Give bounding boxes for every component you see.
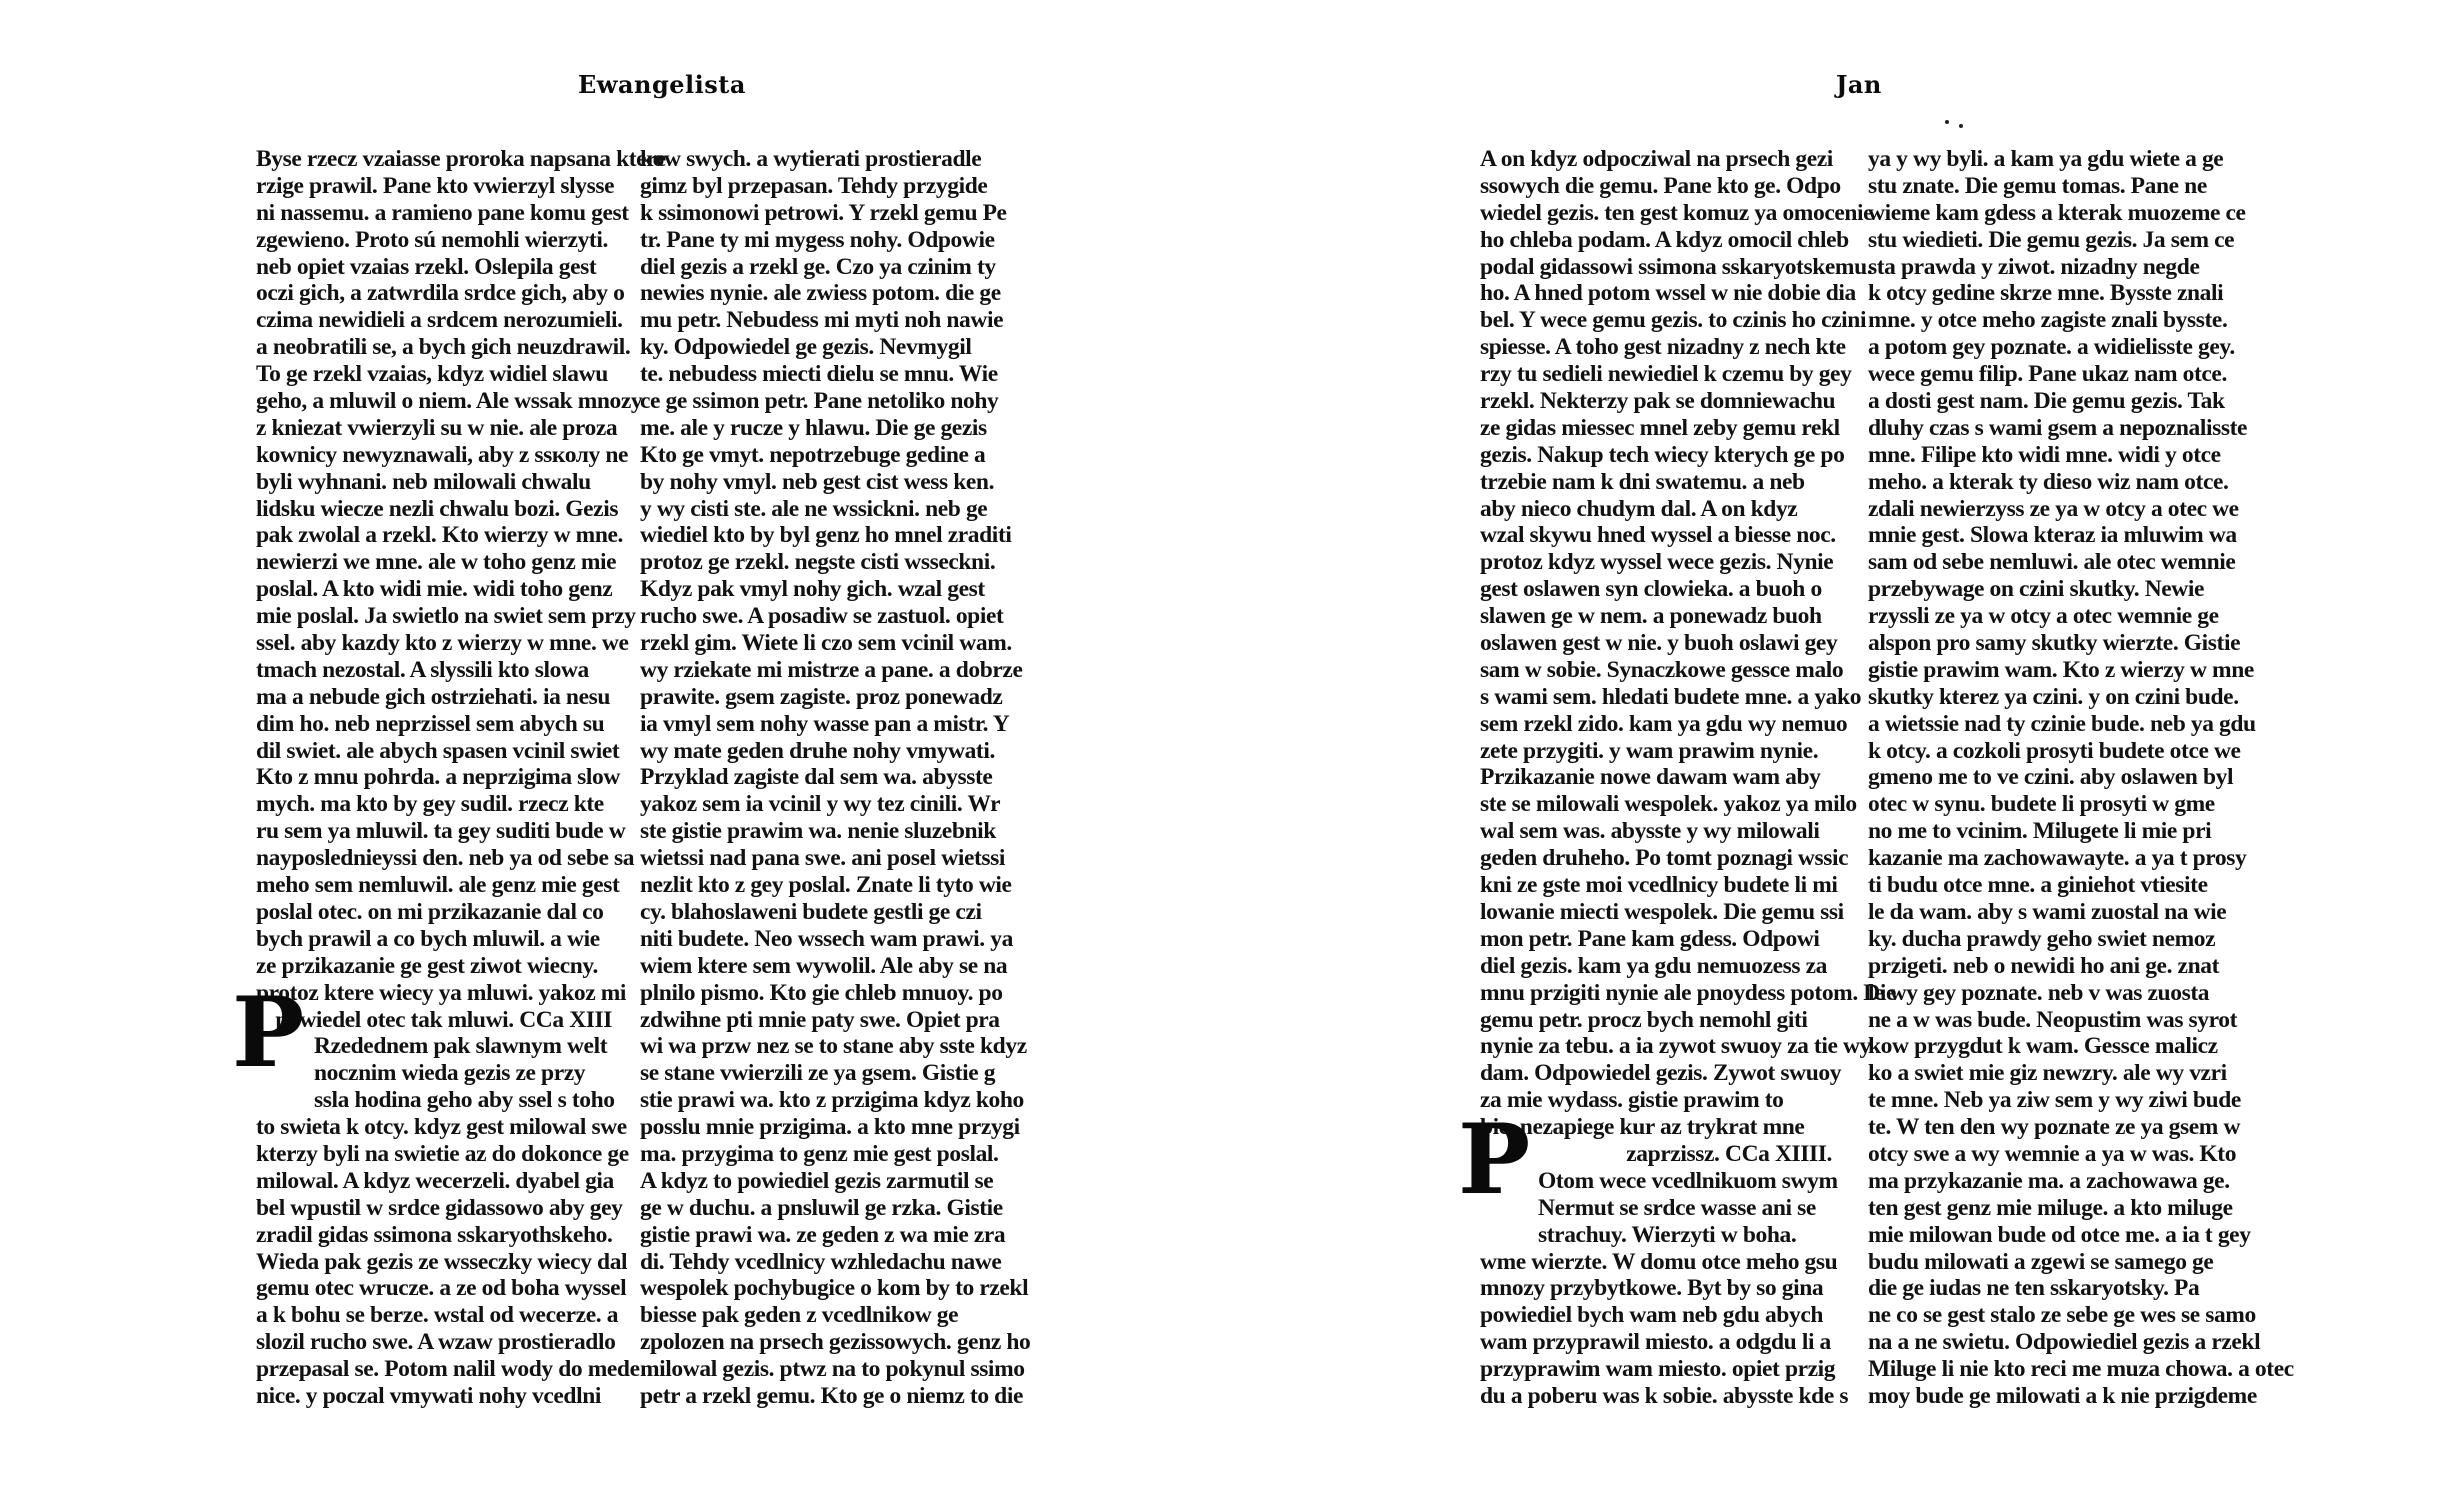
text-line: kownicy newyznawali, aby z ssколy ne — [256, 441, 629, 468]
text-line: die ge iudas ne ten sskaryotsky. Pa — [1868, 1275, 2200, 1302]
text-line: skutky kterez ya czini. y on czini bude. — [1868, 683, 2239, 710]
text-line: y wy cisti ste. ale ne wssickni. neb ge — [640, 495, 988, 522]
text-line: wespolek pochybugice o kom by to rzekl — [640, 1275, 1029, 1302]
text-line: diel gezis a rzekl ge. Czo ya czinim ty — [640, 253, 996, 280]
text-line: sta prawda y ziwot. nizadny negde — [1868, 253, 2200, 280]
text-line: a k bohu se berze. wstal od wecerze. a — [256, 1302, 619, 1329]
text-line: biesse pak geden z vcedlnikow ge — [640, 1302, 959, 1329]
left-page-column-1 — [256, 146, 666, 1410]
text-line: za mie wydass. gistie prawim to — [1480, 1087, 1784, 1114]
text-line: protoz ktere wiecy ya mluwi. yakoz mi — [256, 979, 627, 1006]
text-line: Rzedednem pak slawnym welt — [314, 1033, 608, 1060]
text-line: rzige prawil. Pane kto vwierzyl slysse — [256, 172, 615, 199]
text-line: prawite. gsem zagiste. proz ponewadz — [640, 683, 1003, 710]
text-line: podal gidassowi ssimona sskaryotskemu. — [1480, 253, 1873, 280]
text-line: bel. Y wece gemu gezis. to czinis ho czini — [1480, 307, 1867, 334]
text-line: ia vmyl sem nohy wasse pan a mistr. Y — [640, 710, 1010, 737]
text-line: gemu petr. procz bych nemohl giti — [1480, 1006, 1808, 1033]
text-line: milowal gezis. ptwz na to pokynul ssimo — [640, 1356, 1025, 1383]
text-line: ge w duchu. a pnsluwil ge rzka. Gistie — [640, 1194, 1003, 1221]
text-line: kni ze gste moi vcedlnicy budete li mi — [1480, 872, 1838, 899]
text-line: wiem ktere sem wywolil. Ale aby se na — [640, 952, 1008, 979]
text-line: przepasal se. Potom nalil wody do mede — [256, 1356, 640, 1383]
text-line: mnozy przybytkowe. Byt by so gina — [1480, 1275, 1824, 1302]
text-line: zete przygiti. y wam prawim nynie. — [1480, 737, 1819, 764]
text-line: kow swych. a wytierati prostieradle — [640, 146, 982, 172]
text-line: byli wyhnani. neb milowali chwalu — [256, 468, 591, 495]
text-line: slozil rucho swe. A wzaw prostieradlo — [256, 1329, 616, 1356]
text-line: mu petr. Nebudess mi myti noh nawie — [640, 307, 1004, 334]
text-line: petr a rzekl gemu. Kto ge o niemz to die — [640, 1382, 1023, 1409]
text-line: otec w synu. budete li prosyti w gme — [1868, 791, 2215, 818]
text-line: mnu przigiti nynie ale pnoydess potom. Die — [1480, 979, 1897, 1006]
text-line: ssla hodina geho aby ssel s toho — [314, 1087, 615, 1114]
text-line: meho sem nemluwil. ale genz mie gest — [256, 872, 620, 899]
text-line: gistie prawi wa. ze geden z wa mie zra — [640, 1221, 1006, 1248]
text-line: nice. y poczal vmywati nohy vcedlni — [256, 1382, 602, 1409]
text-line: ky. Odpowiedel ge gezis. Nevmygil — [640, 334, 972, 361]
text-line: To ge rzekl vzaias, kdyz widiel slawu — [256, 361, 608, 388]
text-line: przyprawim wam miesto. opiet przig — [1480, 1356, 1836, 1383]
text-line: wzal skywu hned wyssel a biesse noc. — [1480, 522, 1836, 549]
text-line: te mne. Neb ya ziw sem y wy ziwi bude — [1868, 1087, 2241, 1114]
text-line: Miluge li nie kto reci me muza chowa. a otec — [1868, 1356, 2294, 1383]
text-line: protoz ge rzekl. negste cisti wsseckni. — [640, 549, 996, 576]
text-line: ma a nebude gich ostrziehati. ia nesu — [256, 683, 611, 710]
text-line: s wami sem. hledati budete mne. a yako — [1480, 683, 1862, 710]
text-line: ko a swiet mie giz newzry. ale wy vzri — [1868, 1060, 2227, 1087]
text-line: nayposlednieyssi den. neb ya od sebe sa — [256, 845, 635, 872]
text-line: ma przykazanie ma. a zachowawa ge. — [1868, 1167, 2230, 1194]
text-line: wiedel gezis. ten gest komuz ya omocenie — [1480, 199, 1874, 226]
text-line: zgewieno. Proto sú nemohli wierzyti. — [256, 226, 608, 253]
text-line: gimz byl przepasan. Tehdy przygide — [640, 172, 988, 199]
text-line: mne. Filipe kto widi mne. widi y otce — [1868, 441, 2221, 468]
text-line: slawen ge w nem. a ponewadz buoh — [1480, 603, 1822, 630]
text-line: mon petr. Pane kam gdess. Odpowi — [1480, 925, 1820, 952]
text-line: mnie gest. Slowa kteraz ia mluwim wa — [1868, 522, 2237, 549]
text-line: te. nebudess miecti dielu se mnu. Wie — [640, 361, 998, 388]
text-line: Nermut se srdce wasse ani se — [1538, 1194, 1816, 1221]
text-line: A on kdyz odpocziwal na prsech gezi — [1480, 146, 1833, 172]
text-line: stu znate. Die gemu tomas. Pane ne — [1868, 172, 2207, 199]
text-line: czima newidieli a srdcem nerozumieli. — [256, 307, 623, 334]
text-line: ssel. aby kazdy kto z wierzy w mne. we — [256, 630, 629, 657]
text-line: sam w sobie. Synaczkowe gessce malo — [1480, 656, 1844, 683]
text-line: zdali newierzyss ze ya w otcy a otec we — [1868, 495, 2239, 522]
text-line: ky. ducha prawdy geho swiet nemoz — [1868, 925, 2216, 952]
text-line: newierzi we mne. ale w toho genz mie — [256, 549, 617, 576]
text-line: rzekl. Nekterzy pak se domniewachu — [1480, 388, 1836, 415]
text-line: wiediel kto by byl genz ho mnel zraditi — [640, 522, 1012, 549]
text-line: newies nynie. ale zwiess potom. die ge — [640, 280, 1001, 307]
text-line: stie prawi wa. kto z przigima kdyz koho — [640, 1087, 1024, 1114]
text-line: du a poberu was k sobie. abysste kde s — [1480, 1382, 1849, 1409]
text-line: ma. przygima to genz mie gest poslal. — [640, 1140, 999, 1167]
text-line: mne. y otce meho zagiste znali bysste. — [1868, 307, 2228, 334]
text-line: k otcy gedine skrze mne. Bysste znali — [1868, 280, 2224, 307]
text-line: diel gezis. kam ya gdu nemuozess za — [1480, 952, 1827, 979]
text-line: Kdyz pak vmyl nohy gich. wzal gest — [640, 576, 985, 603]
text-line: lowanie miecti wespolek. Die gemu ssi — [1480, 898, 1844, 925]
text-line: rzy tu sedieli newiediel k czemu by gey — [1480, 361, 1852, 388]
text-line: rzyssli ze ya w otcy a otec wemnie ge — [1868, 603, 2219, 630]
print-speck — [1959, 124, 1963, 128]
text-line: te. W ten den wy poznate ze ya gsem w — [1868, 1114, 2241, 1141]
text-line: neb opiet vzaias rzekl. Oslepila gest — [256, 253, 597, 280]
text-line: zpolozen na prsech gezissowych. genz ho — [640, 1329, 1031, 1356]
text-line: poslal. A kto widi mie. widi toho genz — [256, 576, 613, 603]
running-head-right: Jan — [1836, 70, 1882, 99]
text-line: Przikazanie nowe dawam wam aby — [1480, 764, 1821, 791]
text-line: na a ne swietu. Odpowiediel gezis a rzekl — [1868, 1329, 2261, 1356]
text-line: di. Tehdy vcedlnicy wzhledachu nawe — [640, 1248, 1002, 1275]
text-line: gest oslawen syn clowieka. a buoh o — [1480, 576, 1822, 603]
text-line: trzebie nam k dni swatemu. a neb — [1480, 468, 1805, 495]
text-line: mych. ma kto by gey sudil. rzecz kte — [256, 791, 604, 818]
print-speck — [1945, 120, 1949, 124]
text-line: moy bude ge milowati a k nie przigdeme — [1868, 1382, 2257, 1409]
text-line: wietssi nad pana swe. ani posel wietssi — [640, 845, 1006, 872]
right-page — [1222, 0, 2444, 1500]
text-line: se stane vwierzili ze ya gsem. Gistie g — [640, 1060, 996, 1087]
text-line: wi wa przw nez se to stane aby sste kdyz — [640, 1033, 1027, 1060]
text-line: nocznim wieda gezis ze przy — [314, 1060, 586, 1087]
text-line: ne co se gest stalo ze sebe ge wes se samo — [1868, 1302, 2256, 1329]
text-line: ste se milowali wespolek. yakoz ya milo — [1480, 791, 1857, 818]
text-line: ni nassemu. a ramieno pane komu gest — [256, 199, 629, 226]
text-line: wece gemu filip. Pane ukaz nam otce. — [1868, 361, 2227, 388]
text-line: bych prawil a co bych mluwil. a wie — [256, 925, 600, 952]
text-line: Byse rzecz vzaiasse proroka napsana ktere — [256, 146, 666, 172]
text-line: a wietssie nad ty czinie bude. neb ya gdu — [1868, 710, 2256, 737]
text-line: Kto z mnu pohrda. a neprzigima slow — [256, 764, 620, 791]
right-page-column-1 — [1480, 146, 1897, 1410]
text-line: niti budete. Neo wssech wam prawi. ya — [640, 925, 1013, 952]
text-line: protoz kdyz wyssel wece gezis. Nynie — [1480, 549, 1834, 576]
text-line: k ssimonowi petrowi. Y rzekl gemu Pe — [640, 199, 1007, 226]
text-line: me. ale y rucze y hlawu. Die ge gezis — [640, 414, 987, 441]
text-line: ssowych die gemu. Pane kto ge. Odpo — [1480, 172, 1841, 199]
text-line: poslal otec. on mi przikazanie dal co — [256, 898, 604, 925]
text-line: mie poslal. Ja swietlo na swiet sem przy — [256, 603, 636, 630]
text-line: wal sem was. abysste y wy milowali — [1480, 818, 1820, 845]
text-line: le da wam. aby s wami zuostal na wie — [1868, 898, 2227, 925]
text-line: ste gistie prawim wa. nenie sluzebnik — [640, 818, 996, 845]
right-page-column-2 — [1868, 146, 2294, 1410]
text-line: wam przyprawil miesto. a odgdu li a — [1480, 1329, 1831, 1356]
text-line: przebywage on czini skutky. Newie — [1868, 576, 2205, 603]
text-line: Wieda pak gezis ze wsseczky wiecy dal — [256, 1248, 628, 1275]
text-line: oczi gich, a zatwrdila srdce gich, aby o — [256, 280, 625, 307]
text-line: ru sem ya mluwil. ta gey suditi bude w — [256, 818, 626, 845]
text-line: no me to vcinim. Milugete li mie pri — [1868, 818, 2212, 845]
text-line: przigeti. neb o newidi ho ani ge. znat — [1868, 952, 2220, 979]
text-line: kterzy byli na swietie az do dokonce ge — [256, 1140, 629, 1167]
text-line: rucho swe. A posadiw se zastuol. opiet — [640, 603, 1004, 630]
text-line: zradil gidas ssimona sskaryothskeho. — [256, 1221, 613, 1248]
text-line: k otcy. a cozkoli prosyti budete otce we — [1868, 737, 2241, 764]
text-line: kazanie ma zachowawayte. a ya t prosy — [1868, 845, 2247, 872]
text-line: ho chleba podam. A kdyz omocil chleb — [1480, 226, 1849, 253]
text-line: wy mate geden druhe nohy vmywati. — [640, 737, 995, 764]
text-line: bel wpustil w srdce gidassowo aby gey — [256, 1194, 623, 1221]
text-line: ti budu otce mne. a giniehot vtiesite — [1868, 872, 2208, 899]
text-line: le wy gey poznate. neb v was zuosta — [1868, 979, 2210, 1006]
drop-cap-p-left: P — [232, 976, 305, 1089]
text-line: ze przikazanie ge gest ziwot wiecny. — [256, 952, 598, 979]
text-line: zaprzissz. CCa XIIII. — [1626, 1140, 1832, 1167]
text-line: dam. Odpowiedel gezis. Zywot swuoy — [1480, 1060, 1842, 1087]
text-line: to swieta k otcy. kdyz gest milowal swe — [256, 1114, 627, 1141]
text-line: milowal. A kdyz wecerzeli. dyabel gia — [256, 1167, 614, 1194]
text-line: geden druheho. Po tomt poznagi wssic — [1480, 845, 1849, 872]
text-line: a neobratili se, a bych gich neuzdrawil. — [256, 334, 631, 361]
text-line: stu wiedieti. Die gemu gezis. Ja sem ce — [1868, 226, 2235, 253]
text-line: ze gidas miessec mnel zeby gemu rekl — [1480, 414, 1840, 441]
text-line: gezis. Nakup tech wiecy kterych ge po — [1480, 441, 1845, 468]
text-line: Przyklad zagiste dal sem wa. abysste — [640, 764, 993, 791]
text-line: Kto ge vmyt. nepotrzebuge gedine a — [640, 441, 986, 468]
text-line: meho. a kterak ty dieso wiz nam otce. — [1868, 468, 2229, 495]
text-line: kow przygdut k wam. Gessce malicz — [1868, 1033, 2218, 1060]
text-line: wy rziekate mi mistrze a pane. a dobrze — [640, 656, 1023, 683]
text-line: zdwihne pti mnie paty swe. Opiet pra — [640, 1006, 1000, 1033]
text-line: ce ge ssimon petr. Pane netoliko nohy — [640, 388, 999, 415]
running-head-left: Ewangelista — [578, 70, 746, 99]
text-line: A kdyz to powiediel gezis zarmutil se — [640, 1167, 994, 1194]
text-line: powiedel otec tak mluwi. CCa XIII — [275, 1006, 612, 1033]
text-line: spiesse. A toho gest nizadny z nech kte — [1480, 334, 1846, 361]
text-line: bie. nezapiege kur az trykrat mne — [1480, 1114, 1805, 1141]
text-line: alspon pro samy skutky wierzte. Gistie — [1868, 630, 2241, 657]
text-line: sam od sebe nemluwi. ale otec wemnie — [1868, 549, 2236, 576]
text-line: otcy swe a wy wemnie a ya w was. Kto — [1868, 1140, 2237, 1167]
text-line: Otom wece vcedlnikuom swym — [1538, 1167, 1838, 1194]
text-line: mie milowan bude od otce me. a ia t gey — [1868, 1221, 2251, 1248]
text-line: ho. A hned potom wssel w nie dobie dia — [1480, 280, 1856, 307]
text-line: gistie prawim wam. Kto z wierzy w mne — [1868, 656, 2254, 683]
text-line: dil swiet. ale abych spasen vcinil swiet — [256, 737, 620, 764]
text-line: sem rzekl zido. kam ya gdu wy nemuo — [1480, 710, 1848, 737]
text-line: budu milowati a zgewi se samego ge — [1868, 1248, 2214, 1275]
text-line: a dosti gest nam. Die gemu gezis. Tak — [1868, 388, 2225, 415]
text-line: gmeno me to ve czini. aby oslawen byl — [1868, 764, 2234, 791]
text-line: wieme kam gdess a kterak muozeme ce — [1868, 199, 2246, 226]
text-line: a potom gey poznate. a widielisste gey. — [1868, 334, 2235, 361]
text-line: powiediel bych wam neb gdu abych — [1480, 1302, 1824, 1329]
text-line: z kniezat vwierzyli su w nie. ale proza — [256, 414, 618, 441]
text-line: wme wierzte. W domu otce meho gsu — [1480, 1248, 1838, 1275]
text-line: gemu otec wrucze. a ze od boha wyssel — [256, 1275, 627, 1302]
text-line: oslawen gest w nie. y buoh oslawi gey — [1480, 630, 1838, 657]
text-line: nezlit kto z gey poslal. Znate li tyto wie — [640, 872, 1012, 899]
text-line: rzekl gim. Wiete li czo sem vcinil wam. — [640, 630, 1012, 657]
text-line: nynie za tebu. a ia zywot swuoy za tie wy — [1480, 1033, 1871, 1060]
text-line: plnilo pismo. Kto gie chleb mnuoy. po — [640, 979, 1003, 1006]
text-line: tmach nezostal. A slyssili kto slowa — [256, 656, 589, 683]
text-line: aby nieco chudym dal. A on kdyz — [1480, 495, 1798, 522]
text-line: lidsku wiecze nezli chwalu bozi. Gezis — [256, 495, 619, 522]
text-line: dluhy czas s wami gsem a nepoznalisste — [1868, 414, 2248, 441]
text-line: strachuy. Wierzyti w boha. — [1538, 1221, 1797, 1248]
text-line: ya y wy byli. a kam ya gdu wiete a ge — [1868, 146, 2224, 172]
text-line: cy. blahoslaweni budete gestli ge czi — [640, 898, 982, 925]
text-line: geho, a mluwil o niem. Ale wssak mnozy — [256, 388, 643, 415]
text-line: tr. Pane ty mi mygess nohy. Odpowie — [640, 226, 995, 253]
left-page-column-2 — [640, 146, 1031, 1410]
drop-cap-p-right: P — [1458, 1103, 1531, 1216]
text-line: ne a w was bude. Neopustim was syrot — [1868, 1006, 2238, 1033]
text-line: dim ho. neb neprzissel sem abych su — [256, 710, 605, 737]
text-line: yakoz sem ia vcinil y wy tez cinili. Wr — [640, 791, 1001, 818]
text-line: posslu mnie przigima. a kto mne przygi — [640, 1114, 1020, 1141]
text-line: pak zwolal a rzekl. Kto wierzy w mne. — [256, 522, 624, 549]
text-line: ten gest genz mie miluge. a kto miluge — [1868, 1194, 2233, 1221]
text-line: by nohy vmyl. neb gest cist wess ken. — [640, 468, 995, 495]
